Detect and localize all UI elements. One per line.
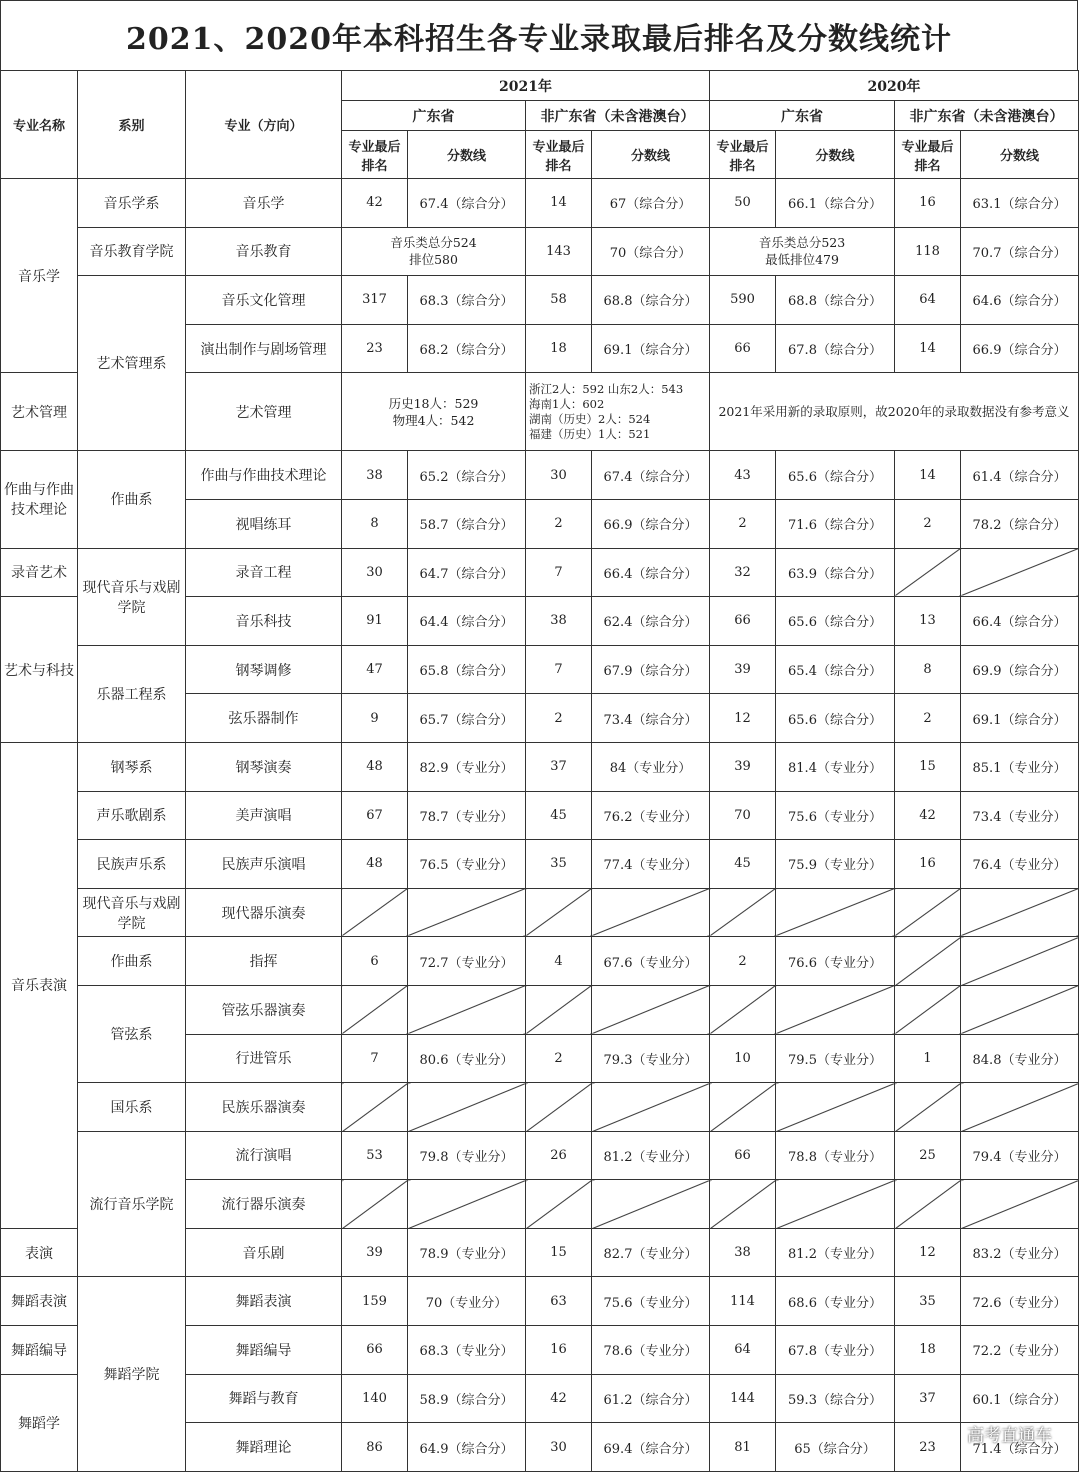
- non-gd-2021-empty-rank-cell: [526, 1180, 592, 1229]
- non-gd-2021-score-cell: 69.4（综合分）: [592, 1423, 710, 1472]
- non-gd-2021-rank-cell: 2: [526, 694, 592, 743]
- gd-2021-note-cell: [342, 373, 526, 451]
- non-gd-2021-empty-score-cell: [592, 1180, 710, 1229]
- gd-2021-note-cell: [342, 227, 526, 276]
- non-gd-2021-note-cell: [526, 373, 710, 451]
- table-row: [1, 791, 1079, 840]
- gd-2020-rank-cell: 114: [710, 1277, 776, 1326]
- gd-2021-score-cell: 68.2（综合分）: [408, 324, 526, 373]
- gd-2020-score-cell: 67.8（综合分）: [776, 324, 895, 373]
- gd-2021-score-cell: 65.2（综合分）: [408, 451, 526, 500]
- gd-2020-empty-score-cell: [776, 1180, 895, 1229]
- non-gd-2020-empty-score-cell: [961, 985, 1079, 1034]
- non-gd-2020-score-cell: 73.4（专业分）: [961, 791, 1079, 840]
- non-gd-2020-rank-cell: 16: [895, 840, 961, 889]
- gd-2020-score-cell: 68.8（综合分）: [776, 276, 895, 325]
- gd-2020-empty-rank-cell: [710, 1083, 776, 1132]
- gd-2021-score-cell: 68.3（综合分）: [408, 276, 526, 325]
- note-line: 音乐类总分523: [758, 235, 846, 251]
- header-direction: 专业（方向）: [186, 71, 342, 179]
- non-gd-2021-rank-cell: 15: [526, 1228, 592, 1277]
- non-gd-2020-empty-score-cell: [961, 937, 1079, 986]
- note-line: 历史18人：529: [388, 395, 479, 411]
- table-row: [1, 937, 1079, 986]
- gd-2021-empty-rank-cell: [342, 888, 408, 937]
- non-gd-2020-rank-cell: 8: [895, 645, 961, 694]
- gd-2021-score-cell: 76.5（专业分）: [408, 840, 526, 889]
- department-cell: 现代音乐与戏剧学院: [78, 888, 186, 937]
- gd-2020-rank-cell: 590: [710, 276, 776, 325]
- non-gd-2020-score-cell: 79.4（专业分）: [961, 1131, 1079, 1180]
- non-gd-2021-rank-cell: 2: [526, 499, 592, 548]
- gd-2020-rank-cell: 66: [710, 1131, 776, 1180]
- note-line: 最低排位479: [765, 252, 839, 268]
- watermark: 高考直通车: [967, 1426, 1052, 1446]
- table-row: [1, 179, 1079, 228]
- table-row: [1, 1131, 1079, 1180]
- direction-cell: 民族声乐演唱: [186, 840, 342, 889]
- gd-2021-score-cell: 79.8（专业分）: [408, 1131, 526, 1180]
- header-score-line: 分数线: [776, 131, 895, 179]
- direction-cell: 管弦乐器演奏: [186, 985, 342, 1034]
- direction-cell: 舞蹈理论: [186, 1423, 342, 1472]
- non-gd-2021-rank-cell: 30: [526, 451, 592, 500]
- department-cell: 乐器工程系: [78, 645, 186, 742]
- gd-2021-empty-score-cell: [408, 1180, 526, 1229]
- gd-2021-rank-cell: 38: [342, 451, 408, 500]
- gd-2021-rank-cell: 8: [342, 499, 408, 548]
- header-score-line: 分数线: [961, 131, 1079, 179]
- non-gd-2021-empty-rank-cell: [526, 888, 592, 937]
- direction-cell: 音乐教育: [186, 227, 342, 276]
- direction-cell: 视唱练耳: [186, 499, 342, 548]
- non-gd-2021-rank-cell: 38: [526, 597, 592, 646]
- gd-2020-score-cell: 65.6（综合分）: [776, 694, 895, 743]
- gd-2021-rank-cell: 9: [342, 694, 408, 743]
- non-gd-2020-empty-rank-cell: [895, 548, 961, 597]
- table-row: [1, 227, 1079, 276]
- gd-2020-rank-cell: 38: [710, 1228, 776, 1277]
- non-gd-2020-rank-cell: 15: [895, 742, 961, 791]
- gd-2020-score-cell: 65.4（综合分）: [776, 645, 895, 694]
- non-gd-2020-rank-cell: 25: [895, 1131, 961, 1180]
- header-score-line: 分数线: [408, 131, 526, 179]
- non-gd-2020-empty-rank-cell: [895, 1180, 961, 1229]
- gd-2020-score-cell: 59.3（综合分）: [776, 1374, 895, 1423]
- gd-2021-empty-rank-cell: [342, 985, 408, 1034]
- non-gd-2020-empty-rank-cell: [895, 888, 961, 937]
- table-row: [1, 888, 1079, 937]
- gd-2020-empty-score-cell: [776, 1083, 895, 1132]
- gd-2020-empty-score-cell: [776, 985, 895, 1034]
- direction-cell: 音乐学: [186, 179, 342, 228]
- gd-2020-score-cell: 79.5（专业分）: [776, 1034, 895, 1083]
- note-line: 湖南（历史）2人：524: [529, 411, 651, 426]
- non-gd-2021-score-cell: 82.7（专业分）: [592, 1228, 710, 1277]
- department-cell: 钢琴系: [78, 742, 186, 791]
- gd-2021-score-cell: 72.7（专业分）: [408, 937, 526, 986]
- department-cell: 艺术管理系: [78, 276, 186, 451]
- gd-2020-score-cell: 65.6（综合分）: [776, 597, 895, 646]
- non-gd-2021-empty-rank-cell: [526, 985, 592, 1034]
- note-line: 福建（历史）1人：521: [529, 426, 651, 441]
- non-gd-2020-empty-score-cell: [961, 1083, 1079, 1132]
- non-gd-2021-score-cell: 78.6（专业分）: [592, 1326, 710, 1375]
- table-row: [1, 1277, 1079, 1326]
- non-gd-2020-score-cell: 61.4（综合分）: [961, 451, 1079, 500]
- non-gd-2020-rank-cell: 37: [895, 1374, 961, 1423]
- gd-2020-rank-cell: 12: [710, 694, 776, 743]
- gd-2020-score-cell: 81.2（专业分）: [776, 1228, 895, 1277]
- non-gd-2020-rank-cell: 2: [895, 694, 961, 743]
- non-gd-2021-rank-cell: 143: [526, 227, 592, 276]
- direction-cell: 钢琴调修: [186, 645, 342, 694]
- table-row: [1, 276, 1079, 325]
- direction-cell: 艺术管理: [186, 373, 342, 451]
- department-cell: 流行音乐学院: [78, 1131, 186, 1277]
- non-gd-2020-score-cell: 64.6（综合分）: [961, 276, 1079, 325]
- direction-cell: 录音工程: [186, 548, 342, 597]
- direction-cell: 舞蹈编导: [186, 1326, 342, 1375]
- gd-2021-score-cell: 70（专业分）: [408, 1277, 526, 1326]
- major-name-cell: 舞蹈编导: [1, 1326, 78, 1375]
- direction-cell: 行进管乐: [186, 1034, 342, 1083]
- gd-2021-rank-cell: 140: [342, 1374, 408, 1423]
- department-cell: 民族声乐系: [78, 840, 186, 889]
- table-row: [1, 985, 1079, 1034]
- non-gd-2021-rank-cell: 4: [526, 937, 592, 986]
- direction-cell: 演出制作与剧场管理: [186, 324, 342, 373]
- gd-2021-empty-score-cell: [408, 1083, 526, 1132]
- gd-2020-rank-cell: 39: [710, 742, 776, 791]
- header-year-2021: 2021年: [342, 71, 710, 101]
- non-gd-2020-score-cell: 72.6（专业分）: [961, 1277, 1079, 1326]
- table-row: [1, 1083, 1079, 1132]
- major-name-cell: 艺术与科技: [1, 597, 78, 743]
- note-line: 排位580: [409, 252, 458, 268]
- direction-cell: 现代器乐演奏: [186, 888, 342, 937]
- table-row: [1, 840, 1079, 889]
- direction-cell: 民族乐器演奏: [186, 1083, 342, 1132]
- gd-2021-rank-cell: 48: [342, 742, 408, 791]
- table-row: [1, 451, 1079, 500]
- non-gd-2021-rank-cell: 7: [526, 645, 592, 694]
- gd-2021-rank-cell: 6: [342, 937, 408, 986]
- header-major-name: 专业名称: [1, 71, 78, 179]
- non-gd-2021-rank-cell: 37: [526, 742, 592, 791]
- header-department: 系别: [78, 71, 186, 179]
- non-gd-2020-empty-score-cell: [961, 888, 1079, 937]
- gd-2021-score-cell: 64.4（综合分）: [408, 597, 526, 646]
- gd-2021-rank-cell: 7: [342, 1034, 408, 1083]
- non-gd-2020-rank-cell: 14: [895, 324, 961, 373]
- gd-2020-rank-cell: 144: [710, 1374, 776, 1423]
- gd-2021-score-cell: 64.9（综合分）: [408, 1423, 526, 1472]
- direction-cell: 音乐剧: [186, 1228, 342, 1277]
- gd-2020-score-cell: 67.8（专业分）: [776, 1326, 895, 1375]
- gd-2020-empty-rank-cell: [710, 888, 776, 937]
- note-line: 海南1人：602: [529, 396, 605, 411]
- non-gd-2021-empty-score-cell: [592, 1083, 710, 1132]
- major-name-cell: 作曲与作曲技术理论: [1, 451, 78, 548]
- gd-2021-score-cell: 65.7（综合分）: [408, 694, 526, 743]
- gd-2020-score-cell: 63.9（综合分）: [776, 548, 895, 597]
- gd-2021-score-cell: 78.9（专业分）: [408, 1228, 526, 1277]
- gd-2021-rank-cell: 48: [342, 840, 408, 889]
- non-gd-2020-rank-cell: 64: [895, 276, 961, 325]
- page-title: 2021、2020年本科招生各专业录取最后排名及分数线统计: [0, 0, 1078, 70]
- department-cell: 管弦系: [78, 985, 186, 1082]
- non-gd-2020-empty-rank-cell: [895, 985, 961, 1034]
- non-gd-2021-score-cell: 81.2（专业分）: [592, 1131, 710, 1180]
- non-gd-2020-score-cell: 71.4（综合分）: [961, 1423, 1079, 1472]
- non-gd-2020-score-cell: 66.9（综合分）: [961, 324, 1079, 373]
- note-line: 物理4人：542: [392, 412, 475, 428]
- non-gd-2021-score-cell: 66.9（综合分）: [592, 499, 710, 548]
- header-last-rank: 专业最后排名: [342, 131, 408, 179]
- non-gd-2020-empty-score-cell: [961, 548, 1079, 597]
- gd-2021-empty-rank-cell: [342, 1180, 408, 1229]
- header-non-guangdong-2020: 非广东省（未含港澳台）: [895, 101, 1079, 131]
- direction-cell: 弦乐器制作: [186, 694, 342, 743]
- non-gd-2020-rank-cell: 1: [895, 1034, 961, 1083]
- gd-2021-rank-cell: 67: [342, 791, 408, 840]
- direction-cell: 作曲与作曲技术理论: [186, 451, 342, 500]
- header-last-rank: 专业最后排名: [710, 131, 776, 179]
- major-name-cell: 录音艺术: [1, 548, 78, 597]
- direction-cell: 舞蹈表演: [186, 1277, 342, 1326]
- non-gd-2021-score-cell: 62.4（综合分）: [592, 597, 710, 646]
- non-gd-2020-score-cell: 66.4（综合分）: [961, 597, 1079, 646]
- note-line: 浙江2人：592 山东2人：543: [529, 381, 684, 396]
- non-gd-2020-rank-cell: 42: [895, 791, 961, 840]
- gd-2021-rank-cell: 66: [342, 1326, 408, 1375]
- header-score-line: 分数线: [592, 131, 710, 179]
- header-non-guangdong-2021: 非广东省（未含港澳台）: [526, 101, 710, 131]
- table-row: [1, 742, 1079, 791]
- gd-2020-score-cell: 66.1（综合分）: [776, 179, 895, 228]
- non-gd-2020-rank-cell: 12: [895, 1228, 961, 1277]
- non-gd-2021-rank-cell: 16: [526, 1326, 592, 1375]
- non-gd-2020-score-cell: 83.2（专业分）: [961, 1228, 1079, 1277]
- gd-2021-empty-rank-cell: [342, 1083, 408, 1132]
- gd-2021-rank-cell: 91: [342, 597, 408, 646]
- gd-2020-rank-cell: 66: [710, 597, 776, 646]
- non-gd-2020-rank-cell: 118: [895, 227, 961, 276]
- direction-cell: 钢琴演奏: [186, 742, 342, 791]
- non-gd-2021-rank-cell: 30: [526, 1423, 592, 1472]
- non-gd-2021-rank-cell: 14: [526, 179, 592, 228]
- non-gd-2021-score-cell: 67（综合分）: [592, 179, 710, 228]
- non-gd-2020-score-cell: 85.1（专业分）: [961, 742, 1079, 791]
- gd-2021-rank-cell: 30: [342, 548, 408, 597]
- gd-2021-rank-cell: 159: [342, 1277, 408, 1326]
- gd-2020-score-cell: 71.6（综合分）: [776, 499, 895, 548]
- non-gd-2020-score-cell: 70.7（综合分）: [961, 227, 1079, 276]
- gd-2020-rank-cell: 45: [710, 840, 776, 889]
- non-gd-2021-rank-cell: 45: [526, 791, 592, 840]
- gd-2020-note-cell: [710, 227, 895, 276]
- non-gd-2020-score-cell: 84.8（专业分）: [961, 1034, 1079, 1083]
- header-last-rank: 专业最后排名: [526, 131, 592, 179]
- gd-2021-rank-cell: 42: [342, 179, 408, 228]
- major-name-cell: 舞蹈表演: [1, 1277, 78, 1326]
- department-cell: 声乐歌剧系: [78, 791, 186, 840]
- gd-2020-score-cell: 78.8（专业分）: [776, 1131, 895, 1180]
- direction-cell: 流行演唱: [186, 1131, 342, 1180]
- non-gd-2021-empty-score-cell: [592, 888, 710, 937]
- non-gd-2020-rank-cell: 14: [895, 451, 961, 500]
- department-cell: 作曲系: [78, 451, 186, 548]
- gd-2021-rank-cell: 53: [342, 1131, 408, 1180]
- header-last-rank: 专业最后排名: [895, 131, 961, 179]
- major-name-cell: 音乐表演: [1, 742, 78, 1228]
- header-guangdong-2021: 广东省: [342, 101, 526, 131]
- gd-2021-score-cell: 58.7（综合分）: [408, 499, 526, 548]
- non-gd-2021-score-cell: 67.9（综合分）: [592, 645, 710, 694]
- note-line: 音乐类总分524: [390, 235, 477, 251]
- non-gd-2020-rank-cell: 18: [895, 1326, 961, 1375]
- department-cell: 舞蹈学院: [78, 1277, 186, 1471]
- direction-cell: 美声演唱: [186, 791, 342, 840]
- gd-2021-score-cell: 82.9（专业分）: [408, 742, 526, 791]
- non-gd-2021-score-cell: 69.1（综合分）: [592, 324, 710, 373]
- department-cell: 作曲系: [78, 937, 186, 986]
- non-gd-2020-empty-rank-cell: [895, 937, 961, 986]
- major-name-cell: 艺术管理: [1, 373, 78, 451]
- non-gd-2021-rank-cell: 58: [526, 276, 592, 325]
- non-gd-2020-score-cell: 60.1（综合分）: [961, 1374, 1079, 1423]
- header-guangdong-2020: 广东省: [710, 101, 895, 131]
- gd-2020-rank-cell: 81: [710, 1423, 776, 1472]
- gd-2021-score-cell: 65.8（综合分）: [408, 645, 526, 694]
- non-gd-2020-score-cell: 78.2（综合分）: [961, 499, 1079, 548]
- non-gd-2021-rank-cell: 18: [526, 324, 592, 373]
- gd-2020-score-cell: 75.6（专业分）: [776, 791, 895, 840]
- gd-2020-rank-cell: 2: [710, 499, 776, 548]
- non-gd-2021-rank-cell: 26: [526, 1131, 592, 1180]
- non-gd-2020-score-cell: 69.9（综合分）: [961, 645, 1079, 694]
- gd-2020-rank-cell: 50: [710, 179, 776, 228]
- non-gd-2020-rank-cell: 16: [895, 179, 961, 228]
- non-gd-2021-score-cell: 76.2（专业分）: [592, 791, 710, 840]
- non-gd-2021-empty-rank-cell: [526, 1083, 592, 1132]
- gd-2021-rank-cell: 86: [342, 1423, 408, 1472]
- gd-2020-rank-cell: 64: [710, 1326, 776, 1375]
- gd-2020-rank-cell: 39: [710, 645, 776, 694]
- table-row: [1, 645, 1079, 694]
- table-row: [1, 71, 1079, 101]
- gd-2020-empty-rank-cell: [710, 1180, 776, 1229]
- non-gd-2021-score-cell: 68.8（综合分）: [592, 276, 710, 325]
- non-gd-2021-score-cell: 77.4（专业分）: [592, 840, 710, 889]
- gd-2021-score-cell: 78.7（专业分）: [408, 791, 526, 840]
- department-cell: 音乐学系: [78, 179, 186, 228]
- direction-cell: 音乐文化管理: [186, 276, 342, 325]
- gd-2021-score-cell: 80.6（专业分）: [408, 1034, 526, 1083]
- gd-2020-rank-cell: 10: [710, 1034, 776, 1083]
- direction-cell: 指挥: [186, 937, 342, 986]
- direction-cell: 流行器乐演奏: [186, 1180, 342, 1229]
- non-gd-2021-rank-cell: 42: [526, 1374, 592, 1423]
- gd-2021-score-cell: 67.4（综合分）: [408, 179, 526, 228]
- non-gd-2021-empty-score-cell: [592, 985, 710, 1034]
- gd-2020-rank-cell: 66: [710, 324, 776, 373]
- department-cell: 国乐系: [78, 1083, 186, 1132]
- gd-2021-empty-score-cell: [408, 985, 526, 1034]
- non-gd-2020-score-cell: 72.2（专业分）: [961, 1326, 1079, 1375]
- non-gd-2020-score-cell: 76.4（专业分）: [961, 840, 1079, 889]
- non-gd-2021-score-cell: 79.3（专业分）: [592, 1034, 710, 1083]
- non-gd-2020-rank-cell: 13: [895, 597, 961, 646]
- gd-2020-empty-score-cell: [776, 888, 895, 937]
- gd-2020-empty-rank-cell: [710, 985, 776, 1034]
- non-gd-2020-score-cell: 63.1（综合分）: [961, 179, 1079, 228]
- gd-2021-score-cell: 58.9（综合分）: [408, 1374, 526, 1423]
- gd-2020-rank-cell: 43: [710, 451, 776, 500]
- non-gd-2021-score-cell: 67.4（综合分）: [592, 451, 710, 500]
- gd-2020-rank-cell: 2: [710, 937, 776, 986]
- gd-2020-rank-cell: 32: [710, 548, 776, 597]
- gd-2020-score-cell: 75.9（专业分）: [776, 840, 895, 889]
- department-cell: 现代音乐与戏剧学院: [78, 548, 186, 645]
- direction-cell: 舞蹈与教育: [186, 1374, 342, 1423]
- non-gd-2021-score-cell: 73.4（综合分）: [592, 694, 710, 743]
- major-name-cell: 音乐学: [1, 179, 78, 373]
- header-year-2020: 2020年: [710, 71, 1079, 101]
- non-gd-2020-empty-rank-cell: [895, 1083, 961, 1132]
- gd-2021-rank-cell: 47: [342, 645, 408, 694]
- non-gd-2020-score-cell: 69.1（综合分）: [961, 694, 1079, 743]
- gd-2021-rank-cell: 23: [342, 324, 408, 373]
- non-gd-2020-empty-score-cell: [961, 1180, 1079, 1229]
- gd-2020-score-cell: 65（综合分）: [776, 1423, 895, 1472]
- non-gd-2021-score-cell: 84（专业分）: [592, 742, 710, 791]
- non-gd-2021-score-cell: 67.6（专业分）: [592, 937, 710, 986]
- gd-2021-rank-cell: 317: [342, 276, 408, 325]
- non-gd-2020-rank-cell: 2: [895, 499, 961, 548]
- note-2020-cell: 2021年采用新的录取原则，故2020年的录取数据没有参考意义: [710, 373, 1079, 451]
- major-name-cell: 表演: [1, 1228, 78, 1277]
- gd-2021-rank-cell: 39: [342, 1228, 408, 1277]
- non-gd-2021-score-cell: 61.2（综合分）: [592, 1374, 710, 1423]
- direction-cell: 音乐科技: [186, 597, 342, 646]
- gd-2020-score-cell: 76.6（专业分）: [776, 937, 895, 986]
- non-gd-2021-rank-cell: 7: [526, 548, 592, 597]
- non-gd-2021-rank-cell: 35: [526, 840, 592, 889]
- major-name-cell: 舞蹈学: [1, 1374, 78, 1471]
- gd-2020-score-cell: 68.6（专业分）: [776, 1277, 895, 1326]
- non-gd-2021-score-cell: 70（综合分）: [592, 227, 710, 276]
- non-gd-2021-rank-cell: 2: [526, 1034, 592, 1083]
- table-row: [1, 548, 1079, 597]
- gd-2020-score-cell: 81.4（专业分）: [776, 742, 895, 791]
- non-gd-2020-rank-cell: 23: [895, 1423, 961, 1472]
- gd-2020-score-cell: 65.6（综合分）: [776, 451, 895, 500]
- non-gd-2021-rank-cell: 63: [526, 1277, 592, 1326]
- gd-2020-rank-cell: 70: [710, 791, 776, 840]
- gd-2021-score-cell: 64.7（综合分）: [408, 548, 526, 597]
- department-cell: 音乐教育学院: [78, 227, 186, 276]
- non-gd-2021-score-cell: 75.6（专业分）: [592, 1277, 710, 1326]
- admission-table: [0, 70, 1079, 1472]
- gd-2021-score-cell: 68.3（专业分）: [408, 1326, 526, 1375]
- gd-2021-empty-score-cell: [408, 888, 526, 937]
- non-gd-2021-score-cell: 66.4（综合分）: [592, 548, 710, 597]
- non-gd-2020-rank-cell: 35: [895, 1277, 961, 1326]
